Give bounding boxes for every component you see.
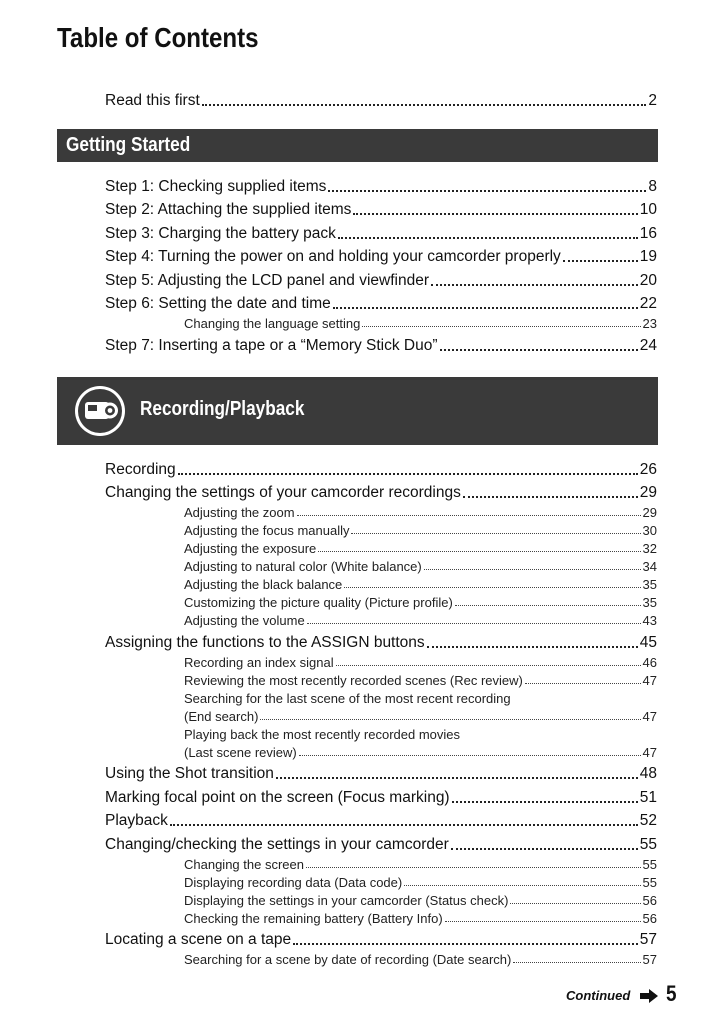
toc-entry-page: 43 xyxy=(642,613,657,628)
toc-entry-page: 55 xyxy=(642,856,657,872)
toc-entry-page: 2 xyxy=(648,91,657,109)
toc-entry-title: Changing the language setting xyxy=(184,316,361,331)
toc-entry-title: Step 2: Attaching the supplied items xyxy=(105,201,352,218)
dot-leader xyxy=(307,623,641,624)
toc-entry-title: Searching for the last scene of the most recent recording xyxy=(184,690,511,706)
toc-subentry xyxy=(105,592,657,610)
toc-entry-page: 56 xyxy=(642,892,657,908)
camcorder-icon xyxy=(74,385,126,437)
toc-entry-page: 47 xyxy=(642,744,657,760)
toc-entry xyxy=(105,331,657,355)
dot-leader xyxy=(440,349,638,351)
toc-entry xyxy=(105,219,657,243)
dot-leader xyxy=(297,515,641,516)
toc-subentry xyxy=(105,706,657,724)
toc-entry-title: Step 7: Inserting a tape or a “Memory Stick Duo” xyxy=(105,336,438,354)
dot-leader xyxy=(318,551,640,552)
dot-leader xyxy=(293,943,638,945)
dot-leader xyxy=(424,569,641,570)
dot-leader xyxy=(427,646,638,648)
toc-entry-title: Changing the settings of your camcorder recordings xyxy=(105,484,461,501)
dot-leader xyxy=(338,237,638,239)
dot-leader xyxy=(452,801,638,803)
toc-entry-title: Changing the screen xyxy=(184,856,304,872)
toc-entry-title: Playback xyxy=(105,812,168,829)
toc-entry xyxy=(105,479,657,503)
toc-entry-page: 57 xyxy=(639,931,657,948)
toc-entry-page: 35 xyxy=(642,577,657,592)
toc-entry-page: 35 xyxy=(642,595,657,610)
toc-entry-title: Adjusting the exposure xyxy=(184,541,317,556)
toc-entry-page: 8 xyxy=(648,177,657,195)
toc-entry-title: Marking focal point on the screen (Focus marking) xyxy=(105,788,450,806)
toc-entry-title: Locating a scene on a tape xyxy=(105,931,292,948)
dot-leader xyxy=(306,867,641,868)
toc-entry-title: Step 3: Charging the battery pack xyxy=(105,224,336,242)
continued-label: Continued xyxy=(566,988,631,1003)
toc-entry-page: 24 xyxy=(639,336,657,354)
dot-leader xyxy=(451,848,638,850)
toc-entry-page: 47 xyxy=(642,672,657,688)
toc-entry-page: 16 xyxy=(639,224,657,242)
toc-entry-title: Assigning the functions to the ASSIGN buttons xyxy=(105,633,425,651)
section-heading: Getting Started xyxy=(66,134,191,156)
dot-leader xyxy=(513,962,640,963)
toc-intro xyxy=(105,86,657,110)
toc-entry xyxy=(105,86,657,110)
dot-leader xyxy=(510,903,640,904)
dot-leader xyxy=(299,755,641,756)
toc-subentry xyxy=(105,556,657,574)
toc-entry-page: 52 xyxy=(639,812,657,829)
toc-entry-page: 48 xyxy=(639,765,657,782)
dot-leader xyxy=(353,213,637,215)
toc-entry xyxy=(105,628,657,652)
toc-subentry xyxy=(105,520,657,538)
dot-leader xyxy=(276,777,638,779)
toc-entry-title: Adjusting the volume xyxy=(184,613,305,628)
toc-entry-page: 32 xyxy=(642,541,657,556)
toc-entry xyxy=(105,783,657,807)
toc-entry-title: Recording xyxy=(105,460,176,478)
dot-leader xyxy=(404,885,640,886)
toc-entry-page: 26 xyxy=(639,460,657,478)
toc-entry-page: 45 xyxy=(639,633,657,651)
toc-entry xyxy=(105,926,657,950)
dot-leader xyxy=(344,587,640,588)
toc-entry xyxy=(105,243,657,267)
toc-entry-page: 29 xyxy=(639,484,657,501)
toc-entry xyxy=(105,807,657,831)
toc-entry-title: Read this first xyxy=(105,91,200,109)
toc-subentry xyxy=(105,313,657,331)
toc-subentry xyxy=(105,949,657,967)
toc-entry-title: Checking the remaining battery (Battery Info) xyxy=(184,910,443,926)
toc-subentry xyxy=(105,538,657,556)
toc-subentry xyxy=(105,574,657,592)
dot-leader xyxy=(202,104,647,106)
toc-subentry xyxy=(105,502,657,520)
dot-leader xyxy=(563,260,638,262)
toc-subentry xyxy=(105,670,657,688)
toc-entry-title: Adjusting the focus manually xyxy=(184,523,350,538)
toc-entry-title: Reviewing the most recently recorded scenes (Rec review) xyxy=(184,672,523,688)
dot-leader xyxy=(170,824,638,826)
section-heading: Recording/Playback xyxy=(140,398,305,420)
toc-recording-playback xyxy=(105,455,657,967)
dot-leader xyxy=(328,190,646,192)
dot-leader xyxy=(333,307,638,309)
toc-subentry xyxy=(105,854,657,872)
toc-entry-page: 34 xyxy=(642,559,657,574)
dot-leader xyxy=(336,665,641,666)
dot-leader xyxy=(455,605,641,606)
toc-entry-page: 10 xyxy=(639,201,657,218)
toc-entry-page: 55 xyxy=(642,874,657,890)
toc-entry-title: Adjusting the black balance xyxy=(184,577,343,592)
toc-entry xyxy=(105,830,657,854)
toc-entry-page: 55 xyxy=(639,835,657,853)
toc-entry xyxy=(105,196,657,220)
toc-entry-title: Step 5: Adjusting the LCD panel and viewfinder xyxy=(105,271,429,289)
toc-entry-page: 56 xyxy=(642,910,657,926)
section-bar-recording-playback xyxy=(57,377,658,445)
toc-entry-title: Customizing the picture quality (Picture profile) xyxy=(184,595,453,610)
toc-entry-page: 30 xyxy=(642,523,657,538)
dot-leader xyxy=(431,284,638,286)
toc-entry-title: Step 6: Setting the date and time xyxy=(105,295,331,312)
toc-subentry xyxy=(105,742,657,760)
toc-entry-page: 46 xyxy=(642,654,657,670)
toc-entry-title: (Last scene review) xyxy=(184,744,297,760)
toc-entry-page: 51 xyxy=(639,788,657,806)
toc-entry-page: 23 xyxy=(642,316,657,331)
toc-entry-page: 19 xyxy=(639,248,657,265)
toc-entry-page: 22 xyxy=(639,295,657,312)
page-title: Table of Contents xyxy=(57,22,259,53)
toc-subentry xyxy=(105,890,657,908)
toc-entry xyxy=(105,760,657,784)
toc-entry-title: Changing/checking the settings in your camcorder xyxy=(105,835,449,853)
toc-entry xyxy=(105,455,657,479)
dot-leader xyxy=(525,683,641,684)
toc-entry-title: Adjusting to natural color (White balance) xyxy=(184,559,422,574)
toc-entry-page: 47 xyxy=(642,708,657,724)
dot-leader xyxy=(178,473,638,475)
page-number: 5 xyxy=(666,981,677,1006)
toc-subentry xyxy=(105,872,657,890)
toc-getting-started xyxy=(105,172,657,355)
toc-entry-title: (End search) xyxy=(184,708,259,724)
toc-entry-title: Using the Shot transition xyxy=(105,765,274,782)
dot-leader xyxy=(445,921,641,922)
toc-entry-title: Step 1: Checking supplied items xyxy=(105,177,327,195)
dot-leader xyxy=(351,533,640,534)
toc-entry-title: Searching for a scene by date of recording (Date search) xyxy=(184,952,512,967)
right-arrow-icon xyxy=(640,989,658,1003)
toc-entry-title: Recording an index signal xyxy=(184,654,334,670)
toc-subentry xyxy=(105,688,657,706)
toc-entry-title: Adjusting the zoom xyxy=(184,505,295,520)
toc-entry-page: 29 xyxy=(642,505,657,520)
toc-entry-page: 57 xyxy=(642,952,657,967)
toc-subentry xyxy=(105,908,657,926)
toc-entry-page: 20 xyxy=(639,271,657,289)
toc-subentry xyxy=(105,610,657,628)
toc-entry xyxy=(105,290,657,314)
toc-entry-title: Displaying the settings in your camcorder (Status check) xyxy=(184,892,509,908)
toc-subentry xyxy=(105,724,657,742)
toc-entry-title: Displaying recording data (Data code) xyxy=(184,874,403,890)
dot-leader xyxy=(463,496,638,498)
toc-subentry xyxy=(105,652,657,670)
toc-entry xyxy=(105,266,657,290)
section-bar-getting-started xyxy=(57,129,658,162)
toc-entry-title: Step 4: Turning the power on and holding your camcorder properly xyxy=(105,248,561,265)
dot-leader xyxy=(362,326,640,327)
dot-leader xyxy=(260,719,640,720)
toc-entry-title: Playing back the most recently recorded movies xyxy=(184,726,461,742)
toc-entry xyxy=(105,172,657,196)
